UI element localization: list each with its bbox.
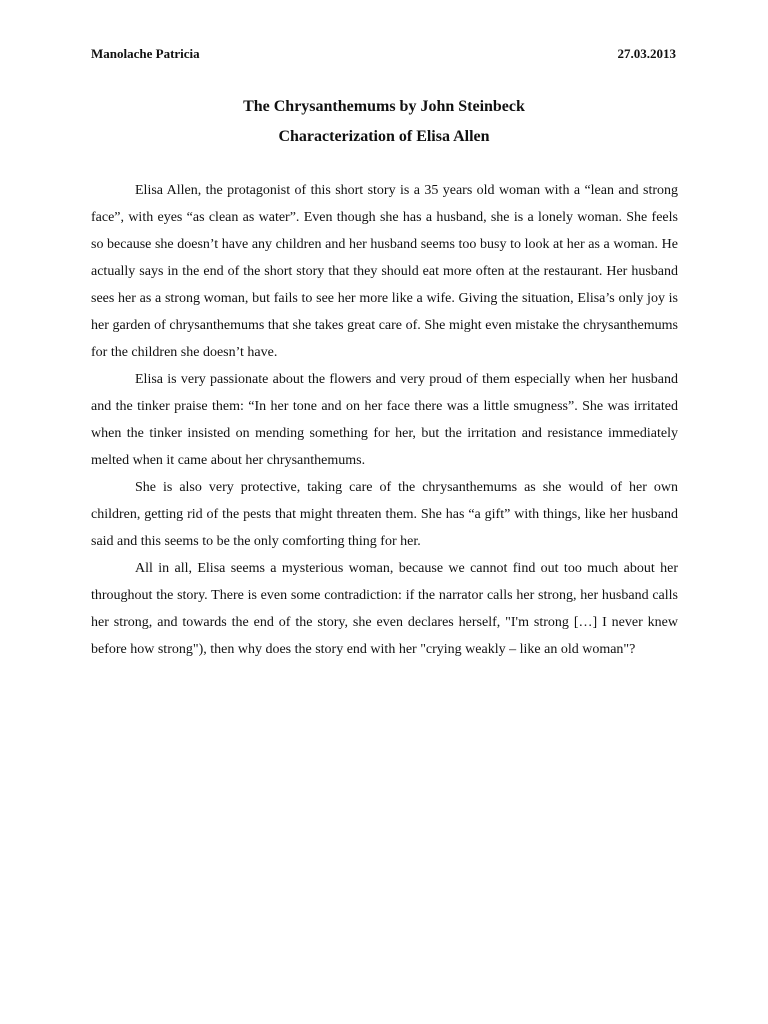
paragraph: She is also very protective, taking care of the chrysanthemums as she would of her own children, getting rid of the pests that might threaten them. She has “a gift” with things, like her husband said and this seems to be the only comforting thing for her. — [91, 480, 678, 549]
essay-body — [91, 177, 678, 663]
paragraph: Elisa Allen, the protagonist of this short story is a 35 years old woman with a “lean and strong face”, with eyes “as clean as water”. Even though she has a husband, she is a lonely woman. She feels so because she doesn’t have any children and her husband seems too busy to look at her as a woman. He actually says in the end of the short story that they should eat more often at the restaurant. Her husband sees her as a strong woman, but fails to see her more like a wife. Giving the situation, Elisa’s only joy is her garden of chrysanthemums that she takes great care of. She might even mistake the chrysanthemums for the children she doesn’t have. — [91, 183, 678, 360]
title-block — [0, 92, 768, 152]
author-name: Manolache Patricia — [91, 46, 200, 61]
paragraph: Elisa is very passionate about the flowers and very proud of them especially when her husband and the tinker praise them: “In her tone and on her face there was a little smugness”. She was irritated when the tinker insisted on mending something for her, but the irritation and resistance immediately melted when it came about her chrysanthemums. — [91, 372, 678, 468]
document-date: 27.03.2013 — [617, 46, 676, 61]
paragraph: All in all, Elisa seems a mysterious woman, because we cannot find out too much about her throughout the story. There is even some contradiction: if the narrator calls her strong, her husband calls her strong, and towards the end of the story, she even declares herself, "I'm strong […] I never knew before how strong"), then why does the story end with her "crying weakly – like an old woman"? — [91, 561, 678, 657]
document-title: The Chrysanthemums by John Steinbeck — [243, 98, 525, 115]
page-header — [91, 46, 676, 62]
document-subtitle: Characterization of Elisa Allen — [278, 128, 490, 145]
